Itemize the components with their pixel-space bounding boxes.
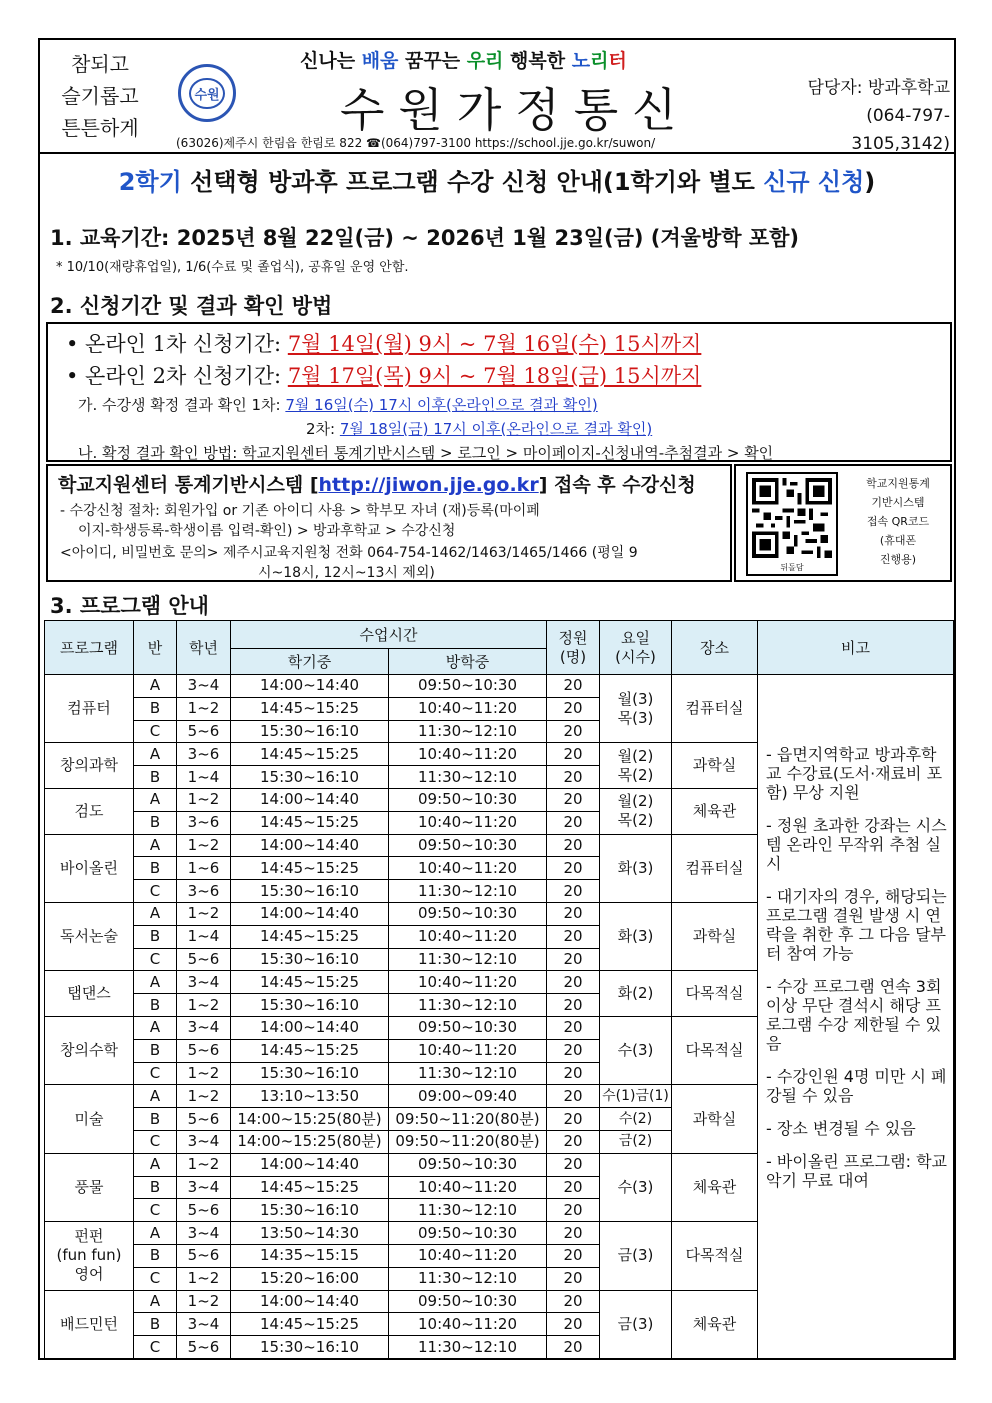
cell-class: B bbox=[134, 857, 177, 880]
cell-class: A bbox=[134, 834, 177, 857]
cell-class: A bbox=[134, 743, 177, 766]
cell-days: 금(3) bbox=[600, 1222, 672, 1290]
section-application-period: 2. 신청기간 및 결과 확인 방법 bbox=[50, 294, 333, 318]
col-remarks: 비고 bbox=[758, 621, 954, 675]
cell-vacation-time: 10:40~11:20 bbox=[389, 811, 547, 834]
cell-grade: 1~6 bbox=[177, 857, 231, 880]
cell-grade: 1~2 bbox=[177, 1267, 231, 1290]
school-address: (63026)제주시 한림읍 한림로 822 ☎(064)797-3100 https://school.jje.go.kr/suwon/ bbox=[176, 136, 656, 150]
cell-semester-time: 14:00~14:40 bbox=[231, 1016, 389, 1039]
cell-capacity: 20 bbox=[547, 1222, 600, 1245]
result-method: 나. 확정 결과 확인 방법: 학교지원센터 통계기반시스템 > 로그인 > 마이페이지-신청내역-추첨결과 > 확인 bbox=[78, 444, 774, 462]
cell-vacation-time: 10:40~11:20 bbox=[389, 743, 547, 766]
program-name: 독서논술 bbox=[45, 902, 134, 970]
cell-grade: 1~4 bbox=[177, 925, 231, 948]
cell-semester-time: 14:00~15:25(80분) bbox=[231, 1108, 389, 1131]
cell-days: 수(3) bbox=[600, 1153, 672, 1221]
cell-capacity: 20 bbox=[547, 1199, 600, 1222]
qr-code-icon[interactable]: 뒤돌담 bbox=[746, 472, 838, 576]
cell-place: 체육관 bbox=[672, 1290, 758, 1358]
cell-semester-time: 14:45~15:25 bbox=[231, 743, 389, 766]
cell-grade: 3~6 bbox=[177, 743, 231, 766]
cell-grade: 3~4 bbox=[177, 971, 231, 994]
cell-class: B bbox=[134, 925, 177, 948]
cell-grade: 3~4 bbox=[177, 675, 231, 698]
cell-grade: 5~6 bbox=[177, 1108, 231, 1131]
cell-semester-time: 14:45~15:25 bbox=[231, 811, 389, 834]
cell-days: 월(2) 목(2) bbox=[600, 743, 672, 789]
cell-class: A bbox=[134, 902, 177, 925]
cell-capacity: 20 bbox=[547, 857, 600, 880]
contact-info: 담당자: 방과후학교 (064-797-3105,3142) bbox=[807, 78, 950, 154]
cell-grade: 1~4 bbox=[177, 766, 231, 789]
cell-vacation-time: 11:30~12:10 bbox=[389, 1267, 547, 1290]
cell-class: B bbox=[134, 1244, 177, 1267]
school-motto: 참되고 슬기롭고 튼튼하게 bbox=[61, 52, 139, 140]
cell-vacation-time: 11:30~12:10 bbox=[389, 880, 547, 903]
cell-semester-time: 15:30~16:10 bbox=[231, 1199, 389, 1222]
cell-vacation-time: 09:00~09:40 bbox=[389, 1085, 547, 1108]
cell-class: A bbox=[134, 675, 177, 698]
cell-days: 화(3) bbox=[600, 902, 672, 970]
cell-vacation-time: 10:40~11:20 bbox=[389, 1244, 547, 1267]
cell-grade: 3~4 bbox=[177, 1176, 231, 1199]
cell-vacation-time: 09:50~11:20(80분) bbox=[389, 1130, 547, 1153]
col-class: 반 bbox=[134, 621, 177, 675]
cell-semester-time: 14:00~14:40 bbox=[231, 902, 389, 925]
cell-grade: 5~6 bbox=[177, 948, 231, 971]
cell-semester-time: 15:20~16:00 bbox=[231, 1267, 389, 1290]
cell-place: 다목적실 bbox=[672, 1222, 758, 1290]
cell-semester-time: 15:30~16:10 bbox=[231, 994, 389, 1017]
cell-grade: 1~2 bbox=[177, 1062, 231, 1085]
cell-semester-time: 15:30~16:10 bbox=[231, 880, 389, 903]
col-days: 요일 (시수) bbox=[600, 621, 672, 675]
cell-vacation-time: 09:50~10:30 bbox=[389, 675, 547, 698]
cell-grade: 3~6 bbox=[177, 880, 231, 903]
cell-capacity: 20 bbox=[547, 994, 600, 1017]
qr-description: 학교지원통계 기반시스템 접속 QR코드 (휴대폰 진행용) bbox=[866, 477, 930, 566]
cell-place: 다목적실 bbox=[672, 1016, 758, 1084]
table-row bbox=[45, 675, 954, 698]
cell-vacation-time: 10:40~11:20 bbox=[389, 857, 547, 880]
cell-grade: 1~2 bbox=[177, 788, 231, 811]
cell-vacation-time: 10:40~11:20 bbox=[389, 971, 547, 994]
cell-capacity: 20 bbox=[547, 1244, 600, 1267]
cell-place: 컴퓨터실 bbox=[672, 675, 758, 743]
cell-grade: 3~4 bbox=[177, 1313, 231, 1336]
remarks-cell bbox=[758, 675, 954, 1359]
program-table bbox=[44, 620, 954, 1359]
cell-capacity: 20 bbox=[547, 1016, 600, 1039]
cell-grade: 5~6 bbox=[177, 1039, 231, 1062]
cell-grade: 1~2 bbox=[177, 994, 231, 1017]
cell-capacity: 20 bbox=[547, 743, 600, 766]
cell-vacation-time: 09:50~10:30 bbox=[389, 834, 547, 857]
cell-capacity: 20 bbox=[547, 697, 600, 720]
cell-vacation-time: 10:40~11:20 bbox=[389, 697, 547, 720]
cell-semester-time: 14:00~14:40 bbox=[231, 675, 389, 698]
cell-grade: 5~6 bbox=[177, 1244, 231, 1267]
cell-semester-time: 14:45~15:25 bbox=[231, 925, 389, 948]
cell-semester-time: 14:45~15:25 bbox=[231, 697, 389, 720]
cell-capacity: 20 bbox=[547, 811, 600, 834]
cell-vacation-time: 10:40~11:20 bbox=[389, 1039, 547, 1062]
cell-vacation-time: 11:30~12:10 bbox=[389, 720, 547, 743]
cell-class: B bbox=[134, 811, 177, 834]
cell-days: 금(2) bbox=[600, 1130, 672, 1153]
cell-vacation-time: 09:50~10:30 bbox=[389, 788, 547, 811]
cell-place: 체육관 bbox=[672, 788, 758, 834]
section-program-guide: 3. 프로그램 안내 bbox=[50, 594, 209, 618]
cell-vacation-time: 11:30~12:10 bbox=[389, 1062, 547, 1085]
remark-item: - 수강인원 4명 미만 시 폐강될 수 있음 bbox=[766, 1067, 947, 1105]
cell-grade: 1~2 bbox=[177, 1290, 231, 1313]
cell-capacity: 20 bbox=[547, 675, 600, 698]
application-box bbox=[46, 322, 952, 462]
program-name: 창의수학 bbox=[45, 1016, 134, 1084]
cell-capacity: 20 bbox=[547, 1039, 600, 1062]
cell-capacity: 20 bbox=[547, 948, 600, 971]
cell-capacity: 20 bbox=[547, 1062, 600, 1085]
cell-semester-time: 14:00~14:40 bbox=[231, 1290, 389, 1313]
program-name: 배드민턴 bbox=[45, 1290, 134, 1358]
cell-vacation-time: 10:40~11:20 bbox=[389, 925, 547, 948]
cell-capacity: 20 bbox=[547, 766, 600, 789]
cell-place: 다목적실 bbox=[672, 971, 758, 1017]
cell-place: 과학실 bbox=[672, 902, 758, 970]
program-name: 창의과학 bbox=[45, 743, 134, 789]
cell-grade: 5~6 bbox=[177, 1336, 231, 1359]
cell-semester-time: 14:45~15:25 bbox=[231, 1039, 389, 1062]
col-place: 장소 bbox=[672, 621, 758, 675]
program-name: 풍물 bbox=[45, 1153, 134, 1221]
cell-class: B bbox=[134, 994, 177, 1017]
cell-days: 화(3) bbox=[600, 834, 672, 902]
cell-class: A bbox=[134, 788, 177, 811]
cell-capacity: 20 bbox=[547, 720, 600, 743]
cell-semester-time: 14:00~14:40 bbox=[231, 788, 389, 811]
result-second: 2차: 7월 18일(금) 17시 이후(온라인으로 결과 확인) bbox=[306, 420, 653, 438]
cell-semester-time: 14:45~15:25 bbox=[231, 1313, 389, 1336]
cell-capacity: 20 bbox=[547, 1176, 600, 1199]
cell-class: C bbox=[134, 1267, 177, 1290]
program-name: 바이올린 bbox=[45, 834, 134, 902]
cell-vacation-time: 11:30~12:10 bbox=[389, 994, 547, 1017]
col-grade: 학년 bbox=[177, 621, 231, 675]
cell-days: 수(1)금(1) bbox=[600, 1085, 672, 1108]
cell-class: C bbox=[134, 1336, 177, 1359]
cell-class: C bbox=[134, 880, 177, 903]
col-program: 프로그램 bbox=[45, 621, 134, 675]
cell-class: C bbox=[134, 1130, 177, 1153]
cell-semester-time: 14:00~15:25(80분) bbox=[231, 1130, 389, 1153]
cell-grade: 5~6 bbox=[177, 1199, 231, 1222]
cell-vacation-time: 11:30~12:10 bbox=[389, 1199, 547, 1222]
cell-capacity: 20 bbox=[547, 971, 600, 994]
cell-place: 과학실 bbox=[672, 743, 758, 789]
cell-capacity: 20 bbox=[547, 880, 600, 903]
slogan: 신나는 배움 꿈꾸는 우리 행복한 노리터 bbox=[300, 50, 627, 72]
cell-days: 월(3) 목(3) bbox=[600, 675, 672, 743]
remark-item: - 수강 프로그램 연속 3회 이상 무단 결석시 해당 프로그램 수강 제한될 수 있음 bbox=[766, 977, 942, 1053]
cell-capacity: 20 bbox=[547, 1267, 600, 1290]
cell-semester-time: 13:50~14:30 bbox=[231, 1222, 389, 1245]
cell-grade: 3~4 bbox=[177, 1222, 231, 1245]
cell-grade: 1~2 bbox=[177, 902, 231, 925]
cell-capacity: 20 bbox=[547, 834, 600, 857]
cell-capacity: 20 bbox=[547, 1290, 600, 1313]
cell-class: C bbox=[134, 720, 177, 743]
remark-item: - 정원 초과한 강좌는 시스템 온라인 무작위 추첨 실시 bbox=[766, 816, 947, 873]
cell-grade: 3~4 bbox=[177, 1016, 231, 1039]
cell-semester-time: 14:45~15:25 bbox=[231, 971, 389, 994]
qr-box bbox=[734, 464, 952, 582]
cell-place: 과학실 bbox=[672, 1085, 758, 1153]
cell-vacation-time: 09:50~10:30 bbox=[389, 1222, 547, 1245]
col-semester: 학기중 bbox=[231, 649, 389, 675]
program-name: 펀펀 (fun fun) 영어 bbox=[45, 1222, 134, 1290]
cell-vacation-time: 11:30~12:10 bbox=[389, 1336, 547, 1359]
col-time: 수업시간 bbox=[231, 621, 547, 649]
cell-class: B bbox=[134, 766, 177, 789]
cell-grade: 1~2 bbox=[177, 1085, 231, 1108]
program-name: 검도 bbox=[45, 788, 134, 834]
cell-vacation-time: 09:50~10:30 bbox=[389, 1153, 547, 1176]
cell-days: 수(3) bbox=[600, 1016, 672, 1084]
cell-vacation-time: 09:50~11:20(80분) bbox=[389, 1108, 547, 1131]
cell-semester-time: 14:45~15:25 bbox=[231, 1176, 389, 1199]
cell-place: 컴퓨터실 bbox=[672, 834, 758, 902]
cell-class: C bbox=[134, 948, 177, 971]
cell-capacity: 20 bbox=[547, 902, 600, 925]
remark-item: - 장소 변경될 수 있음 bbox=[766, 1119, 916, 1138]
cell-capacity: 20 bbox=[547, 925, 600, 948]
col-capacity: 정원 (명) bbox=[547, 621, 600, 675]
cell-days: 금(3) bbox=[600, 1290, 672, 1358]
section-education-period: 1. 교육기간: 2025년 8월 22일(금) ~ 2026년 1월 23일(금) (겨울방학 포함) bbox=[50, 226, 799, 250]
remark-item: - 대기자의 경우, 해당되는 프로그램 결원 발생 시 연락을 취한 후 그 다음 달부터 참여 가능 bbox=[766, 887, 947, 963]
cell-vacation-time: 10:40~11:20 bbox=[389, 1313, 547, 1336]
cell-days: 화(2) bbox=[600, 971, 672, 1017]
program-name: 미술 bbox=[45, 1085, 134, 1153]
cell-capacity: 20 bbox=[547, 1085, 600, 1108]
cell-vacation-time: 11:30~12:10 bbox=[389, 766, 547, 789]
cell-vacation-time: 09:50~10:30 bbox=[389, 902, 547, 925]
cell-class: A bbox=[134, 1016, 177, 1039]
cell-days: 월(2) 목(2) bbox=[600, 788, 672, 834]
cell-class: A bbox=[134, 1085, 177, 1108]
newsletter-title: 수원가정통신 bbox=[340, 83, 691, 137]
remark-item: - 바이올린 프로그램: 학교 악기 무료 대여 bbox=[766, 1152, 947, 1190]
newsletter-header bbox=[40, 40, 954, 154]
cell-capacity: 20 bbox=[547, 1108, 600, 1131]
first-round-period: • 온라인 1차 신청기간: 7월 14일(월) 9시 ~ 7월 16일(수) 15시까지 bbox=[66, 332, 702, 356]
cell-grade: 1~2 bbox=[177, 1153, 231, 1176]
cell-class: B bbox=[134, 1039, 177, 1062]
cell-capacity: 20 bbox=[547, 1336, 600, 1359]
cell-class: B bbox=[134, 1313, 177, 1336]
cell-class: A bbox=[134, 971, 177, 994]
cell-semester-time: 15:30~16:10 bbox=[231, 766, 389, 789]
notice-title: 2학기 선택형 방과후 프로그램 수강 신청 안내(1학기와 별도 신규 신청) bbox=[118, 168, 876, 196]
cell-semester-time: 15:30~16:10 bbox=[231, 1062, 389, 1085]
cell-semester-time: 14:45~15:25 bbox=[231, 857, 389, 880]
program-name: 컴퓨터 bbox=[45, 675, 134, 743]
cell-semester-time: 14:00~14:40 bbox=[231, 834, 389, 857]
result-first: 가. 수강생 확정 결과 확인 1차: 7월 16일(수) 17시 이후(온라인으로 결과 확인) bbox=[78, 396, 598, 414]
cell-capacity: 20 bbox=[547, 1153, 600, 1176]
cell-semester-time: 15:30~16:10 bbox=[231, 948, 389, 971]
system-heading: 학교지원센터 통계기반시스템 [http://jiwon.jje.go.kr] 접속 후 수강신청 bbox=[58, 474, 696, 496]
cell-capacity: 20 bbox=[547, 1130, 600, 1153]
school-emblem-icon: 수원 bbox=[178, 64, 236, 122]
cell-semester-time: 13:10~13:50 bbox=[231, 1085, 389, 1108]
jiwon-link[interactable]: http://jiwon.jje.go.kr bbox=[318, 474, 539, 496]
system-box: 학교지원센터 통계기반시스템 [http://jiwon.jje.go.kr] 접속 후 수강신청 - 수강신청 절차: 회원가입 or 기존 아이디 사용 > 학부모 자녀 (재)등록(마이페 이지-학생등록-학생이름 입력-확인) > 방과후학교 > 수강신청 <아이디, 비밀번호 문의> 제주시교육지원청 전화 064-754-1462/1463/1465/1466 (평일 9 시~18시, 12시~13시 제외) bbox=[46, 464, 732, 582]
cell-class: B bbox=[134, 697, 177, 720]
cell-grade: 1~2 bbox=[177, 834, 231, 857]
cell-semester-time: 14:35~15:15 bbox=[231, 1244, 389, 1267]
cell-vacation-time: 11:30~12:10 bbox=[389, 948, 547, 971]
cell-semester-time: 15:30~16:10 bbox=[231, 1336, 389, 1359]
cell-class: C bbox=[134, 1199, 177, 1222]
cell-capacity: 20 bbox=[547, 1313, 600, 1336]
cell-grade: 3~6 bbox=[177, 811, 231, 834]
cell-class: B bbox=[134, 1176, 177, 1199]
cell-class: A bbox=[134, 1153, 177, 1176]
cell-class: A bbox=[134, 1222, 177, 1245]
second-round-period: • 온라인 2차 신청기간: 7월 17일(목) 9시 ~ 7월 18일(금) 15시까지 bbox=[66, 364, 702, 388]
period-note: * 10/10(재량휴업일), 1/6(수료 및 졸업식), 공휴일 운영 안함. bbox=[56, 260, 409, 275]
cell-grade: 3~4 bbox=[177, 1130, 231, 1153]
cell-semester-time: 14:00~14:40 bbox=[231, 1153, 389, 1176]
cell-vacation-time: 09:50~10:30 bbox=[389, 1016, 547, 1039]
cell-vacation-time: 10:40~11:20 bbox=[389, 1176, 547, 1199]
col-vacation: 방학중 bbox=[389, 649, 547, 675]
cell-vacation-time: 09:50~10:30 bbox=[389, 1290, 547, 1313]
cell-grade: 1~2 bbox=[177, 697, 231, 720]
program-name: 탭댄스 bbox=[45, 971, 134, 1017]
remark-item: - 읍면지역학교 방과후학교 수강료(도서·재료비 포함) 무상 지원 bbox=[766, 745, 943, 802]
cell-grade: 5~6 bbox=[177, 720, 231, 743]
cell-place: 체육관 bbox=[672, 1153, 758, 1221]
cell-class: C bbox=[134, 1062, 177, 1085]
cell-class: B bbox=[134, 1108, 177, 1131]
cell-days: 수(2) bbox=[600, 1108, 672, 1131]
cell-class: A bbox=[134, 1290, 177, 1313]
cell-semester-time: 15:30~16:10 bbox=[231, 720, 389, 743]
cell-capacity: 20 bbox=[547, 788, 600, 811]
